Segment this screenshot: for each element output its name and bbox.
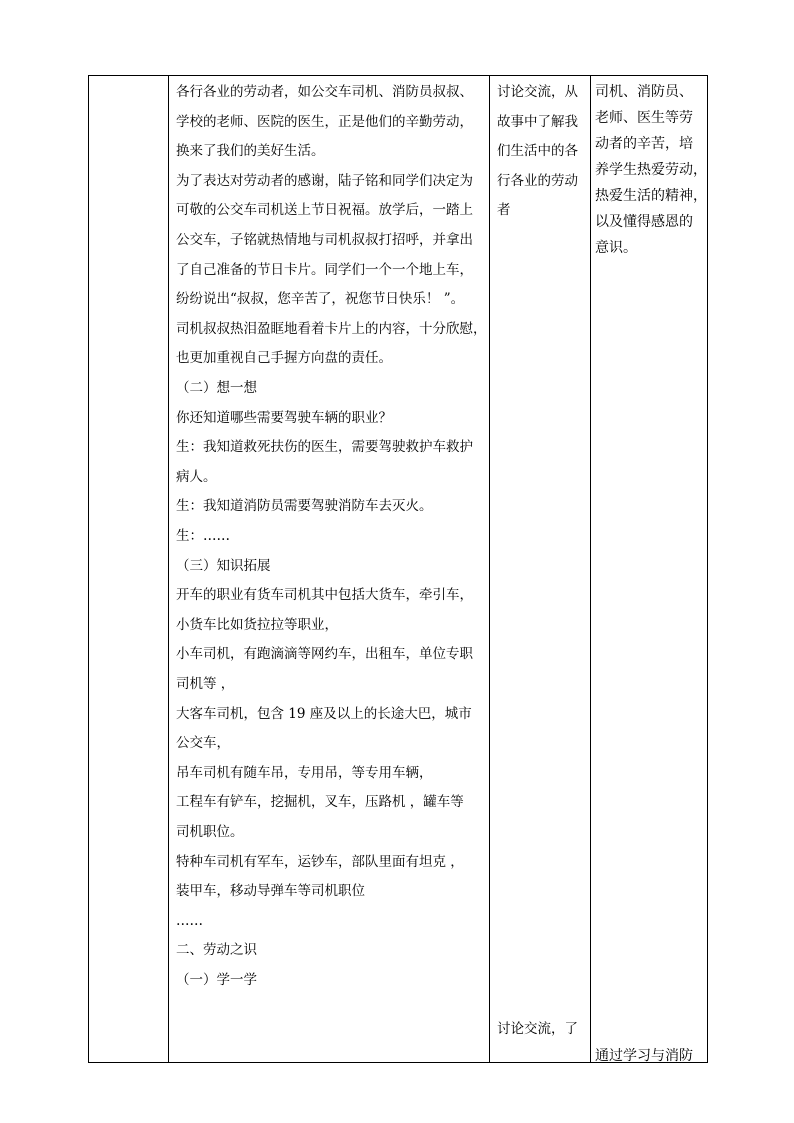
teaching-content-column (176, 76, 486, 1062)
text-line: 纷纷说出“叔叔，您辛苦了，祝您节日快乐！ ”。 (176, 291, 465, 308)
text-line: …… (176, 912, 203, 929)
text-line: 生：…… (176, 528, 230, 544)
text-line: 以及懂得感恩的 (595, 214, 693, 230)
text-line: 司机、消防员、 (595, 84, 693, 100)
text-line: 动者的辛苦，培 (595, 136, 693, 152)
text-line: 故事中了解我 (497, 113, 578, 130)
text-line: 也更加重视自己手握方向盘的责任。 (176, 350, 392, 367)
empty-first-column (89, 76, 168, 1062)
column-divider (168, 76, 169, 1062)
text-line: 热爱生活的精神， (595, 188, 707, 204)
column-divider (590, 76, 591, 1062)
student-activity-bottom-text: 讨论交流，了 (497, 1021, 578, 1037)
text-line: 生：我知道救死扶伤的医生，需要驾驶救护车救护 (176, 439, 473, 456)
lesson-plan-table (88, 75, 708, 1063)
text-line: 讨论交流，从 (497, 84, 578, 100)
text-line: 开车的职业有货车司机其中包括大货车，牵引车， (176, 587, 473, 604)
text-line: 装甲车，移动导弹车等司机职位 (176, 883, 365, 900)
student-activity-column (497, 76, 589, 1062)
design-intent-column (595, 76, 708, 1062)
text-line: 各行各业的劳动者，如公交车司机、消防员叔叔、 (176, 84, 473, 100)
text-line: 公交车， (176, 735, 230, 752)
text-line: 为了表达对劳动者的感谢，陆子铭和同学们决定为 (176, 172, 473, 189)
text-line: 司机叔叔热泪盈眶地看着卡片上的内容，十分欣慰， (176, 320, 486, 337)
text-line: 学校的老师、医院的医生，正是他们的辛勤劳动， (176, 113, 473, 130)
text-line: 公交车，子铭就热情地与司机叔叔打招呼，并拿出 (176, 232, 473, 248)
text-line: （一）学一学 (176, 972, 257, 988)
text-line: 二、劳动之识 (176, 942, 257, 959)
text-line: 老师、医生等劳 (595, 110, 693, 126)
text-line: 行各业的劳动 (497, 172, 578, 189)
design-intent-bottom-text: 通过学习与消防 (595, 1048, 693, 1062)
text-line: 病人。 (176, 468, 217, 485)
text-line: 可敬的公交车司机送上节日祝福。放学后，一踏上 (176, 202, 473, 219)
text-line: 吊车司机有随车吊，专用吊，等专用车辆， (176, 764, 433, 781)
text-line: （三）知识拓展 (176, 557, 271, 574)
text-line: 意识。 (595, 240, 637, 256)
column-divider (489, 76, 490, 1062)
text-line: 们生活中的各 (497, 143, 578, 160)
text-line: 特种车司机有军车，运钞车，部队里面有坦克 ， (176, 853, 464, 870)
text-line: 司机职位。 (176, 824, 244, 840)
text-line: 生：我知道消防员需要驾驶消防车去灭火。 (176, 498, 433, 515)
text-line: 换来了我们的美好生活。 (176, 143, 325, 160)
text-line: （二）想一想 (176, 380, 257, 396)
text-line: 小货车比如货拉拉等职业， (176, 616, 338, 633)
text-line: 了自己准备的节日卡片。同学们一个一个地上车， (176, 261, 473, 278)
text-line: 小车司机，有跑滴滴等网约车，出租车，单位专职 (176, 646, 473, 663)
text-line: 者 (497, 202, 511, 219)
text-line: 司机等 ， (176, 676, 235, 692)
text-line: 大客车司机，包含 19 座及以上的长途大巴，城市 (176, 705, 472, 722)
text-line: 养学生热爱劳动， (595, 162, 707, 178)
text-line: 工程车有铲车，挖掘机，叉车，压路机 ，罐车等 (176, 794, 464, 811)
text-line: 你还知道哪些需要驾驶车辆的职业？ (176, 409, 392, 426)
